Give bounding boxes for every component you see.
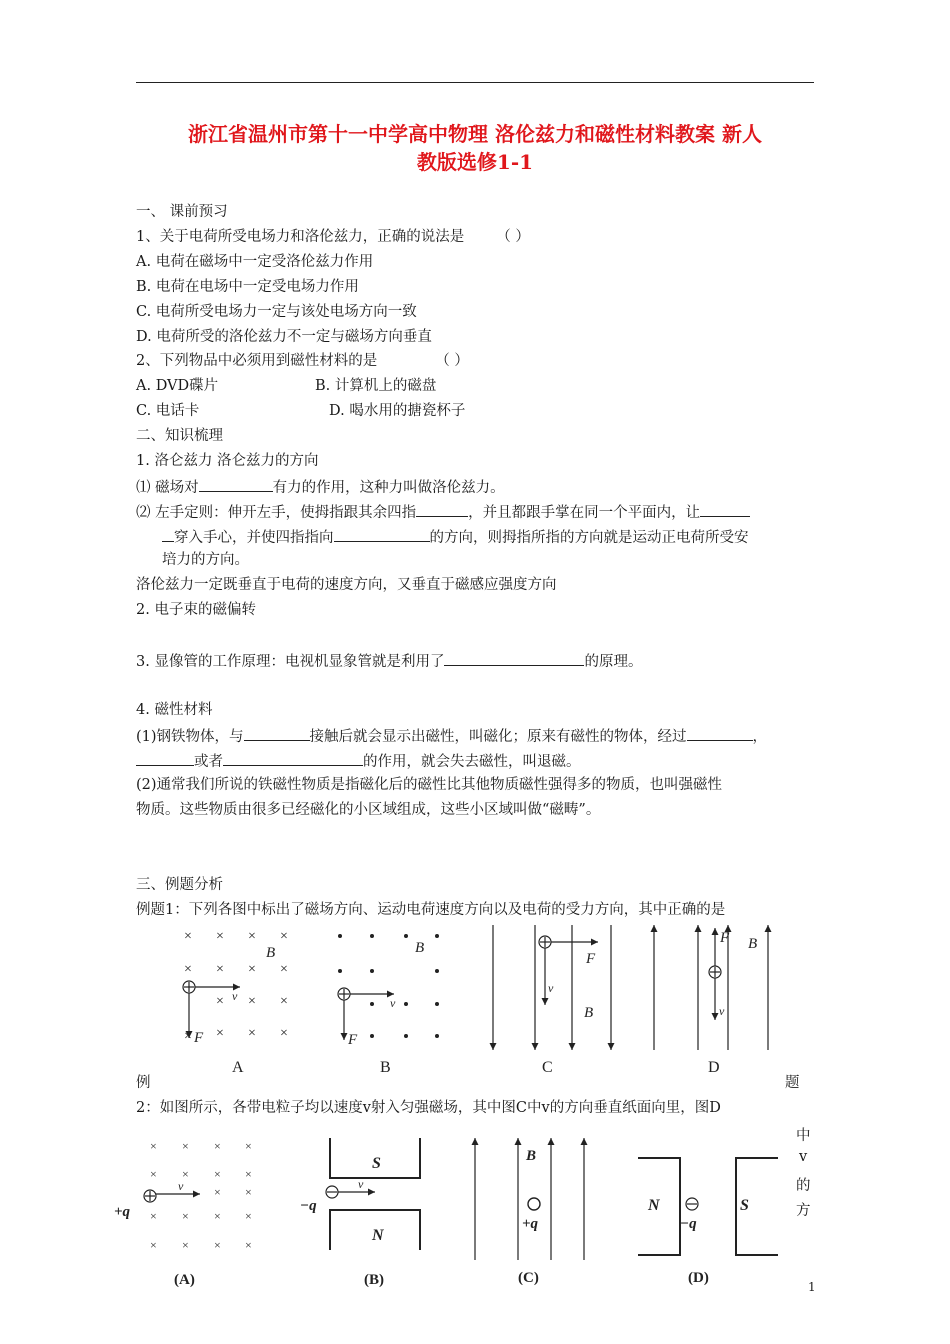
svg-text:×: × [184, 1029, 192, 1044]
panel-2c-caption: (C) [518, 1270, 539, 1286]
panel-a-b-label: B [266, 945, 276, 961]
svg-text:×: × [245, 1238, 252, 1252]
panel-2c-charge [528, 1198, 540, 1210]
q1-option-a: A. 电荷在磁场中一定受洛伦兹力作用 [136, 254, 374, 270]
panel-2c-q-label: +q [522, 1216, 539, 1232]
q2-option-b: B. 计算机上的磁盘 [315, 378, 437, 394]
knowledge-1-2-cont: 穿入手心，并使四指指向 的方向，则拇指所指的方向就是运动正电荷所受安 [162, 526, 749, 548]
svg-text:×: × [216, 1026, 224, 1041]
example-1-figure [170, 920, 790, 1080]
knowledge-2-heading: 2. 电子束的磁偏转 [136, 602, 256, 618]
panel-2b-v-label: v [358, 1177, 364, 1191]
svg-text:×: × [214, 1185, 221, 1199]
example-2-prefix: 例 [136, 1075, 151, 1091]
svg-text:×: × [245, 1209, 252, 1223]
question-2-stem: 2、下列物品中必须用到磁性材料的是 （ ） [136, 353, 469, 369]
knowledge-4-2: (2)通常我们所说的铁磁性物质是指磁化后的磁性比其他物质磁性强得多的物质，也叫强磁性 [136, 777, 723, 793]
document-title-line2: 教版选修1-1 [416, 150, 534, 174]
panel-d-v-label: v [719, 1004, 725, 1018]
blank-field [223, 750, 363, 766]
blank-field [162, 526, 174, 542]
blank-field [700, 501, 750, 517]
svg-text:×: × [150, 1238, 157, 1252]
panel-a-caption: A [232, 1059, 244, 1076]
svg-text:×: × [150, 1139, 157, 1153]
panel-d-caption: D [708, 1059, 720, 1076]
svg-text:×: × [280, 962, 288, 977]
svg-text:×: × [280, 929, 288, 944]
panel-2b-n-label: N [372, 1227, 384, 1244]
svg-text:×: × [214, 1167, 221, 1181]
svg-text:×: × [214, 1209, 221, 1223]
header-rule [136, 82, 814, 83]
panel-2d-s-label: S [740, 1197, 749, 1214]
svg-text:×: × [182, 1167, 189, 1181]
blank-field [244, 725, 310, 741]
example-2-text: 2：如图所示，各带电粒子均以速度v射入匀强磁场，其中图C中v的方向垂直纸面向里，图D [136, 1100, 721, 1116]
svg-text:×: × [245, 1185, 252, 1199]
panel-b-b-label: B [415, 940, 425, 956]
q2-option-a: A. DVD碟片 [136, 378, 219, 394]
panel-2d-caption: (D) [688, 1270, 709, 1286]
svg-text:×: × [216, 962, 224, 977]
panel-b-caption: B [380, 1059, 391, 1076]
side-word: 方 [796, 1203, 811, 1219]
blank-field [416, 501, 468, 517]
panel-b-v-label: v [390, 996, 396, 1010]
svg-text:×: × [248, 1026, 256, 1041]
svg-text:×: × [214, 1139, 221, 1153]
svg-text:×: × [248, 962, 256, 977]
panel-a-v-label: v [232, 989, 238, 1003]
panel-c-v-label: v [548, 981, 554, 995]
lorentz-note: 洛伦兹力一定既垂直于电荷的速度方向，又垂直于磁感应强度方向 [136, 577, 557, 593]
panel-2d-n-label: N [648, 1197, 660, 1214]
example-1-text: 例题1：下列各图中标出了磁场方向、运动电荷速度方向以及电荷的受力方向，其中正确的是 [136, 902, 726, 918]
svg-text:×: × [182, 1238, 189, 1252]
svg-text:×: × [216, 929, 224, 944]
section-heading-knowledge: 二、知识梳理 [136, 428, 223, 444]
svg-text:×: × [216, 994, 224, 1009]
svg-text:×: × [184, 929, 192, 944]
panel-2a-caption: (A) [174, 1272, 195, 1288]
section-heading-examples: 三、例题分析 [136, 877, 223, 893]
blank-field [136, 750, 194, 766]
panel-c-f-label: F [586, 951, 596, 967]
svg-text:×: × [150, 1209, 157, 1223]
document-title-line1: 浙江省温州市第十一中学高中物理 洛伦兹力和磁性材料教案 新人 [188, 122, 762, 146]
knowledge-1-2: ⑵ 左手定则：伸开左手，使拇指跟其余四指 ，并且都跟手掌在同一个平面内，让 [136, 501, 750, 523]
page-number: 1 [808, 1280, 816, 1294]
q1-option-b: B. 电荷在电场中一定受电场力作用 [136, 279, 359, 295]
q2-option-d: D. 喝水用的搪瓷杯子 [329, 403, 466, 419]
q2-option-c: C. 电话卡 [136, 403, 200, 419]
panel-2a-field-crosses [150, 1139, 252, 1252]
svg-text:×: × [184, 962, 192, 977]
svg-text:×: × [248, 929, 256, 944]
knowledge-4-1: (1)钢铁物体，与 接触后就会显示出磁性，叫磁化；原来有磁性的物体，经过 ， [136, 725, 767, 747]
svg-text:×: × [245, 1167, 252, 1181]
svg-text:×: × [182, 1209, 189, 1223]
panel-2b-q-label: −q [300, 1198, 317, 1214]
svg-text:×: × [248, 994, 256, 1009]
panel-d-f-label: F [720, 930, 730, 946]
svg-text:×: × [245, 1139, 252, 1153]
panel-2b-caption: (B) [364, 1272, 384, 1288]
blank-field [444, 650, 584, 666]
knowledge-1-2-end: 培力的方向。 [162, 552, 249, 568]
section-heading-preview: 一、 课前预习 [136, 204, 228, 220]
knowledge-1-heading: 1. 洛仑兹力 洛仑兹力的方向 [136, 453, 319, 469]
example-2-suffix: 题 [785, 1075, 800, 1091]
panel-c-caption: C [542, 1059, 553, 1076]
knowledge-4-heading: 4. 磁性材料 [136, 702, 213, 718]
panel-b-f-label: F [348, 1032, 358, 1048]
panel-2d-q-label: −q [680, 1216, 697, 1232]
question-1-stem: 1、关于电荷所受电场力和洛伦兹力，正确的说法是 （ ） [136, 229, 530, 245]
svg-text:×: × [150, 1167, 157, 1181]
svg-text:×: × [182, 1139, 189, 1153]
panel-2b-s-label: S [372, 1155, 381, 1172]
svg-text:×: × [214, 1238, 221, 1252]
svg-text:×: × [280, 1026, 288, 1041]
blank-field [199, 476, 273, 492]
knowledge-1-1: ⑴ 磁场对 有力的作用，这种力叫做洛伦兹力。 [136, 476, 505, 498]
q1-option-d: D. 电荷所受的洛伦兹力不一定与磁场方向垂直 [136, 329, 432, 345]
panel-a-f-label: F [194, 1030, 204, 1046]
knowledge-4-2-cont: 物质。这些物质由很多已经磁化的小区域组成，这些小区域叫做“磁畴”。 [136, 802, 601, 818]
knowledge-3: 3. 显像管的工作原理：电视机显象管就是利用了 的原理。 [136, 650, 642, 672]
svg-text:×: × [280, 994, 288, 1009]
panel-c-b-label: B [584, 1005, 594, 1021]
side-word: 的 [796, 1178, 811, 1194]
blank-field [334, 526, 430, 542]
knowledge-4-1-cont: 或者 的作用，就会失去磁性，叫退磁。 [136, 750, 581, 772]
blank-field [687, 725, 753, 741]
side-word: 中 [796, 1128, 811, 1144]
q1-option-c: C. 电荷所受电场力一定与该处电场方向一致 [136, 304, 417, 320]
example-2-figure [110, 1130, 790, 1290]
panel-2a-q-label: +q [114, 1204, 131, 1220]
panel-2c-b-label: B [526, 1148, 537, 1164]
panel-d-b-label: B [748, 936, 758, 952]
side-word: v [799, 1149, 808, 1165]
panel-2a-v-label: v [178, 1179, 184, 1193]
